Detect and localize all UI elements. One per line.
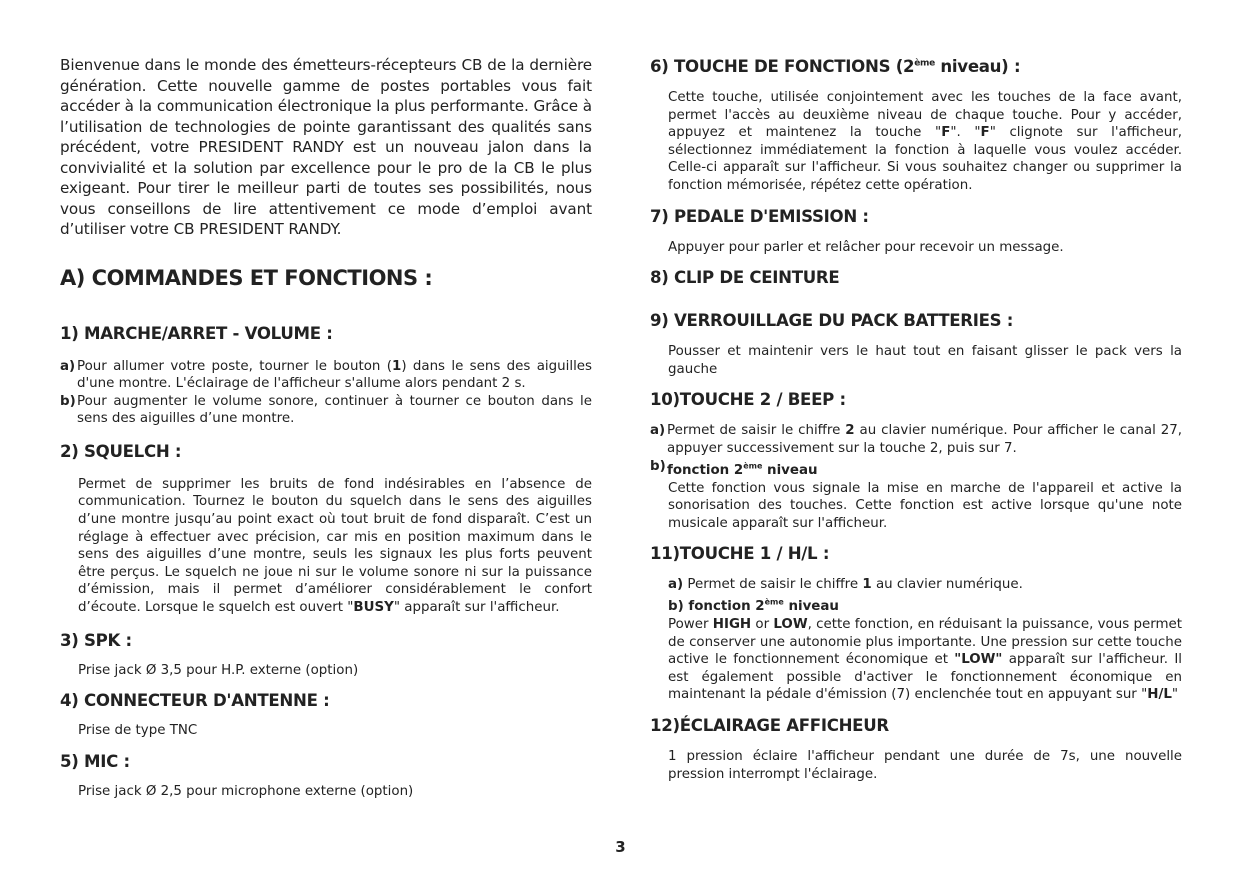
right-column bbox=[650, 55, 1182, 783]
section-4-text: Prise de type TNC bbox=[78, 723, 198, 739]
section-12-text: 1 pression éclaire l'afficheur pendant une durée de 7s, une nouvelle pression interrompt l'éclairage. bbox=[668, 749, 1182, 782]
section-1-body bbox=[60, 358, 592, 428]
section-7-text: Appuyer pour parler et relâcher pour recevoir un message. bbox=[668, 239, 1064, 255]
item-b-label: b) bbox=[60, 393, 76, 409]
section-3-text: Prise jack Ø 3,5 pour H.P. externe (option) bbox=[78, 662, 359, 678]
section-1-item-a: a) Pour allumer votre poste, tourner le bouton (1) dans le sens des aiguilles d'une montre. L'éclairage de l'afficheur s'allume alors pendant 2 s. bbox=[60, 358, 592, 392]
section-7-title: 7) PEDALE D'EMISSION : bbox=[650, 206, 869, 226]
section-11-title: 11)TOUCHE 1 / H/L : bbox=[650, 544, 830, 564]
section-9-text: Pousser et maintenir vers le haut tout en faisant glisser le pack vers la gauche bbox=[668, 344, 1182, 377]
section-2-title: 2) SQUELCH : bbox=[60, 441, 182, 461]
section-5-title: 5) MIC : bbox=[60, 751, 130, 771]
section-10-title: 10)TOUCHE 2 / BEEP : bbox=[650, 390, 846, 410]
section-3-title: 3) SPK : bbox=[60, 630, 132, 650]
section-12-title: 12)ÉCLAIRAGE AFFICHEUR bbox=[650, 716, 889, 735]
section-10-body bbox=[650, 422, 1182, 532]
left-column bbox=[60, 55, 592, 800]
section-9-title: 9) VERROUILLAGE DU PACK BATTERIES : bbox=[650, 311, 1014, 331]
section-4-title: 4) CONNECTEUR D'ANTENNE : bbox=[60, 691, 330, 711]
section-11-item-b: b) fonction 2ème niveau bbox=[668, 597, 839, 615]
section-10-item-a: a) Permet de saisir le chiffre 2 au clavier numérique. Pour afficher le canal 27, appuyer successivement sur la touche 2, puis sur 7. bbox=[650, 423, 1182, 456]
section-10-b-text: Cette fonction vous signale la mise en marche de l'appareil et active la sonorisation des touches. Cette fonction est active lorsque qu'une note musicale apparaît sur l'afficheur. bbox=[668, 480, 1182, 531]
section-1-title: 1) MARCHE/ARRET - VOLUME : bbox=[60, 323, 333, 343]
intro-paragraph: Bienvenue dans le monde des émetteurs-récepteurs CB de la dernière génération. Cette nouvelle gamme de postes portables vous fait accéder à la communication électronique la plus performante. Grâce à l’utilisation de technologies de pointe garantissant des qualités sans précédent, votre PRESIDENT RANDY est un nouveau jalon dans la convivialité et la solution par excellence pour le pro de la CB le plus exigeant. Pour tirer le meilleur parti de toutes ses possibilités, nous vous conseillons de lire attentivement ce mode d’emploi avant d’utiliser votre CB PRESIDENT RANDY. bbox=[60, 56, 592, 238]
section-11-body bbox=[650, 576, 1182, 704]
section-1-item-b: b) Pour augmenter le volume sonore, continuer à tourner ce bouton dans le sens des aiguilles d’une montre. bbox=[60, 393, 592, 427]
page-number: 3 bbox=[615, 838, 626, 856]
section-11-b-text: Power HIGH or LOW, cette fonction, en réduisant la puissance, vous permet de conserver une autonomie plus importante. Une pression sur cette touche active le fonctionnement économique et "LOW" apparaît sur l'afficheur. Il est également possible d'activer le fonctionnement économique en maintenant la pédale d'émission (7) enclenchée tout en appuyant sur "H/L" bbox=[668, 617, 1182, 703]
section-8-title: 8) CLIP DE CEINTURE bbox=[650, 268, 840, 288]
main-title: A) COMMANDES ET FONCTIONS : bbox=[60, 265, 433, 290]
section-6-text: Cette touche, utilisée conjointement avec les touches de la face avant, permet l'accès au deuxième niveau de chaque touche. Pour y accéder, appuyez et maintenez la touche "F". "F" clignote sur l'afficheur, sélectionnez immédiatement la fonction à laquelle vous voulez accéder. Celle-ci apparaît sur l'afficheur. Si vous souhaitez changer ou supprimer la fonction mémorisée, répétez cette opération. bbox=[668, 90, 1182, 193]
section-2-text: Permet de supprimer les bruits de fond indésirables en l’absence de communication. Tournez le bouton du squelch dans le sens des aiguilles d’une montre jusqu’au point exact où tout bruit de fond disparaît. C’est un réglage à effectuer avec précision, car mis en position maximum dans le sens des aiguilles d’une montre, seuls les signaux les plus forts peuvent être perçus. Le squelch ne joue ni sur le volume sonore ni sur la puissance d’émission, mais il permet d’améliorer considérablement le confort d’écoute. Lorsque le squelch est ouvert "BUSY" apparaît sur l'afficheur. bbox=[78, 476, 592, 616]
section-10-item-b: b) fonction 2ème niveau bbox=[650, 458, 818, 478]
item-a-label: a) bbox=[60, 358, 76, 374]
section-5-text: Prise jack Ø 2,5 pour microphone externe (option) bbox=[78, 783, 414, 799]
section-6-title: 6) TOUCHE DE FONCTIONS (2ème niveau) : bbox=[650, 57, 1021, 76]
section-11-item-a: a) Permet de saisir le chiffre 1 au clavier numérique. bbox=[668, 577, 1023, 593]
